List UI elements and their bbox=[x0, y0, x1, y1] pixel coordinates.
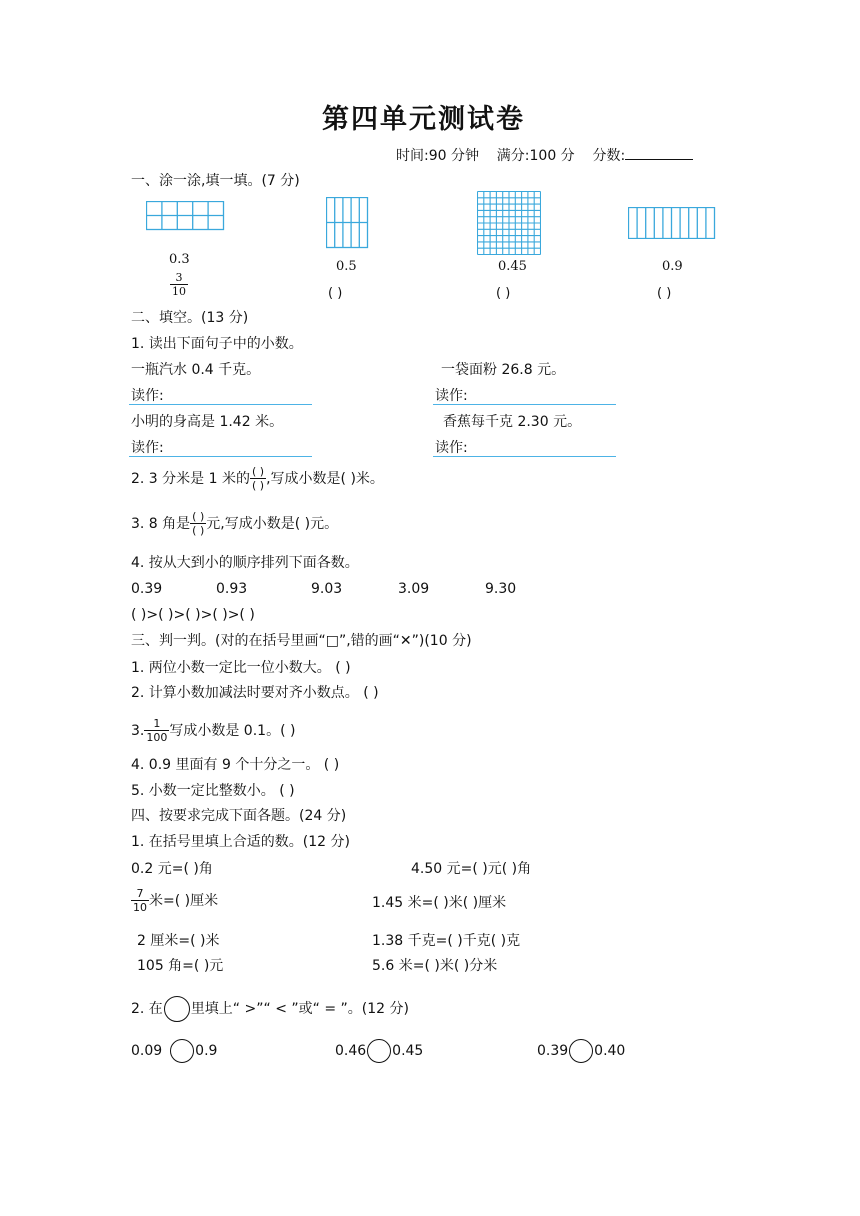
sentence-banana: 香蕉每千克 2.30 元。 bbox=[443, 414, 582, 430]
value-0.5: 0.5 bbox=[336, 259, 357, 274]
fraction-1-100: $\frac{1}{100}$ bbox=[146, 717, 168, 744]
number-0.39: 0.39 bbox=[131, 581, 163, 597]
value-0.45: 0.45 bbox=[498, 259, 527, 274]
score-blank[interactable] bbox=[625, 147, 693, 160]
read-answer-line-4[interactable] bbox=[433, 456, 616, 457]
judge-5[interactable]: 5. 小数一定比整数小。 ( ) bbox=[131, 783, 295, 799]
fraction-3-10: $\frac{3}{10}$ bbox=[172, 271, 186, 298]
page-title: 第四单元测试卷 bbox=[322, 104, 525, 135]
convert-row-2b[interactable]: 1.45 米=( )米( )厘米 bbox=[372, 895, 507, 911]
compare-2: 0.46 0.45 bbox=[335, 1039, 423, 1063]
judge-4[interactable]: 4. 0.9 里面有 9 个十分之一。 ( ) bbox=[131, 757, 340, 773]
number-0.93: 0.93 bbox=[216, 581, 248, 597]
answer-paren-0.5[interactable]: ( ) bbox=[328, 286, 343, 301]
section-1-heading: 一、涂一涂,填一填。(7 分) bbox=[131, 173, 300, 189]
convert-row-2a[interactable]: $\frac{7}{10}$ 米=( )厘米 bbox=[133, 887, 219, 914]
s4-question-2: 2. 在 里填上“ >”“ < ”或“ = ”。(12 分) bbox=[131, 996, 409, 1022]
convert-row-1a[interactable]: 0.2 元=( )角 bbox=[131, 861, 213, 877]
s2-question-3: 3. 8 角是 $\frac{( )}{( )}$ 元,写成小数是( )元。 bbox=[131, 510, 339, 537]
grid-hundredths[interactable] bbox=[477, 191, 541, 255]
answer-paren-0.9[interactable]: ( ) bbox=[657, 286, 672, 301]
ordering-blanks[interactable]: ( )>( )>( )>( )>( ) bbox=[131, 607, 255, 623]
read-answer-line-2[interactable] bbox=[433, 404, 616, 405]
convert-row-1b[interactable]: 4.50 元=( )元( )角 bbox=[411, 861, 532, 877]
read-label: 读作: bbox=[435, 388, 468, 404]
compare-circle-3[interactable] bbox=[569, 1039, 593, 1063]
s2-question-2: 2. 3 分米是 1 米的 $\frac{( )}{( )}$ ,写成小数是( )米。 bbox=[131, 465, 384, 492]
value-0.9: 0.9 bbox=[662, 259, 683, 274]
read-answer-line-3[interactable] bbox=[129, 456, 312, 457]
compare-circle-1[interactable] bbox=[170, 1039, 194, 1063]
blank-fraction[interactable]: $\frac{( )}{( )}$ bbox=[251, 465, 265, 492]
exam-info bbox=[396, 147, 693, 163]
convert-row-4b[interactable]: 5.6 米=( )米( )分米 bbox=[372, 958, 498, 974]
read-answer-line-1[interactable] bbox=[129, 404, 312, 405]
convert-row-3a[interactable]: 2 厘米=( )米 bbox=[137, 933, 220, 949]
full-score-info: 满分:100 分 bbox=[496, 148, 575, 164]
read-label: 读作: bbox=[435, 440, 468, 456]
section-2-heading: 二、填空。(13 分) bbox=[131, 310, 249, 326]
score-label: 分数: bbox=[592, 148, 626, 164]
number-3.09: 3.09 bbox=[398, 581, 430, 597]
grid-tenths-strip[interactable] bbox=[628, 207, 716, 239]
sentence-soda: 一瓶汽水 0.4 千克。 bbox=[131, 362, 261, 378]
s4-question-1: 1. 在括号里填上合适的数。(12 分) bbox=[131, 834, 350, 850]
section-3-heading: 三、判一判。(对的在括号里画“□”,错的画“✕”)(10 分) bbox=[131, 633, 472, 649]
convert-row-4a[interactable]: 105 角=( )元 bbox=[137, 958, 224, 974]
compare-3: 0.39 0.40 bbox=[537, 1039, 625, 1063]
blank-fraction[interactable]: $\frac{( )}{( )}$ bbox=[192, 510, 205, 537]
convert-row-3b[interactable]: 1.38 千克=( )千克( )克 bbox=[372, 933, 521, 949]
read-label: 读作: bbox=[131, 440, 164, 456]
read-label: 读作: bbox=[131, 388, 164, 404]
judge-3[interactable]: 3. $\frac{1}{100}$ 写成小数是 0.1。( ) bbox=[131, 717, 296, 744]
sentence-height: 小明的身高是 1.42 米。 bbox=[131, 414, 284, 430]
section-4-heading: 四、按要求完成下面各题。(24 分) bbox=[131, 808, 347, 824]
number-9.30: 9.30 bbox=[485, 581, 517, 597]
s2-question-1: 1. 读出下面句子中的小数。 bbox=[131, 336, 303, 352]
compare-1: 0.09 0.9 bbox=[131, 1039, 217, 1063]
time-info: 时间:90 分钟 bbox=[396, 148, 479, 164]
answer-paren-0.45[interactable]: ( ) bbox=[496, 286, 511, 301]
judge-1[interactable]: 1. 两位小数一定比一位小数大。 ( ) bbox=[131, 660, 351, 676]
compare-circle-2[interactable] bbox=[367, 1039, 391, 1063]
grid-tenths-vertical[interactable] bbox=[326, 197, 370, 249]
number-9.03: 9.03 bbox=[311, 581, 343, 597]
grid-tenths-horizontal[interactable] bbox=[146, 201, 226, 231]
sentence-flour: 一袋面粉 26.8 元。 bbox=[441, 362, 566, 378]
fraction-7-10: $\frac{7}{10}$ bbox=[133, 887, 147, 914]
value-0.3: 0.3 bbox=[169, 252, 190, 267]
s2-question-4: 4. 按从大到小的顺序排列下面各数。 bbox=[131, 555, 359, 571]
judge-2[interactable]: 2. 计算小数加减法时要对齐小数点。 ( ) bbox=[131, 685, 379, 701]
circle-icon bbox=[164, 996, 190, 1022]
